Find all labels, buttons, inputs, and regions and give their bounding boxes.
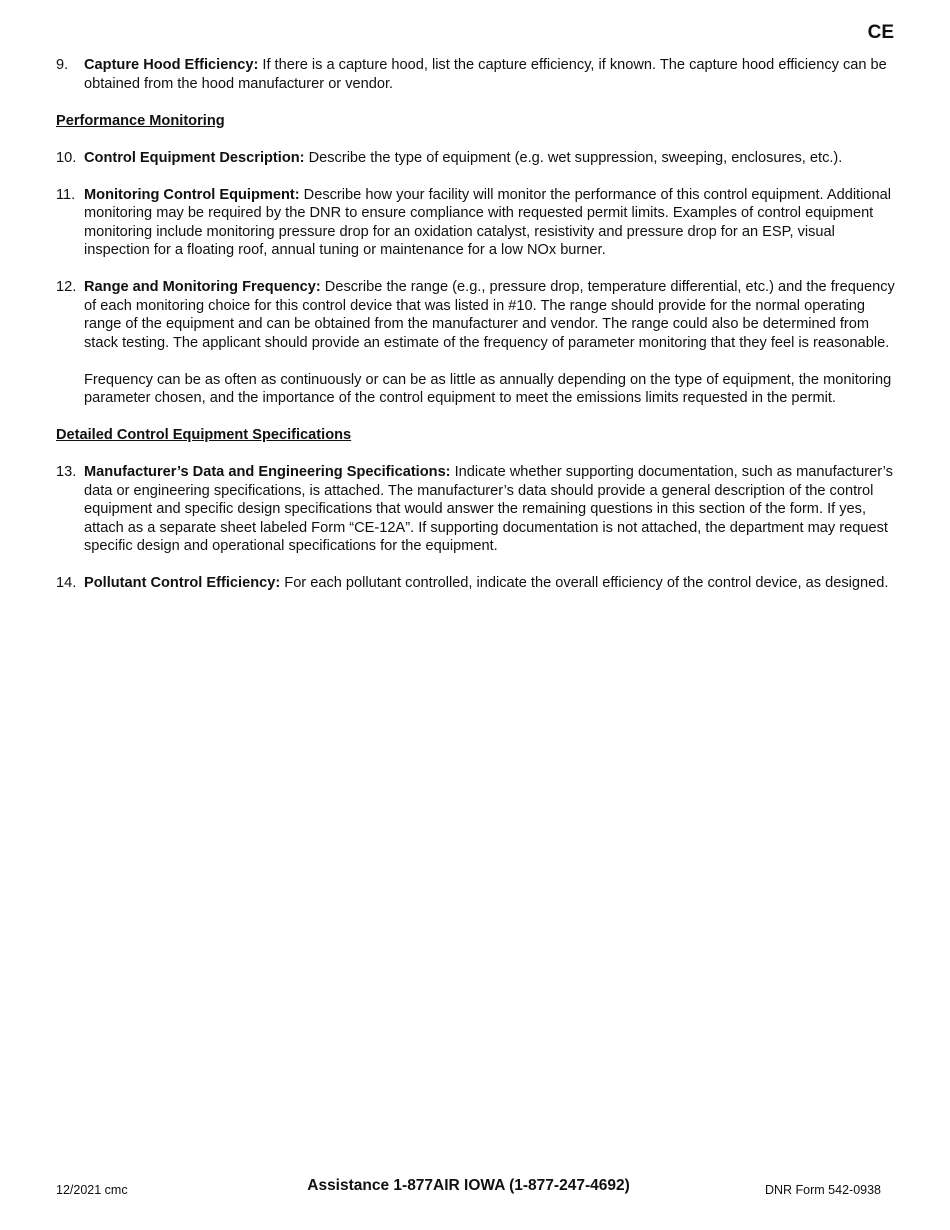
item-term: Manufacturer’s Data and Engineering Specifications: [84, 464, 451, 480]
item-term: Range and Monitoring Frequency: [84, 279, 321, 295]
section-heading-detailed-specifications: Detailed Control Equipment Specifications [56, 427, 352, 443]
item-term: Monitoring Control Equipment: [84, 186, 300, 203]
item-number: 12. [56, 279, 77, 295]
item-term: Pollutant Control Efficiency: [84, 575, 281, 591]
item-number: 11. [56, 186, 76, 203]
item-body [84, 463, 896, 556]
item-number: 14. [56, 575, 77, 591]
section-heading-performance-monitoring: Performance Monitoring [56, 112, 225, 129]
item-body [84, 278, 896, 408]
item-number: 10. [56, 149, 77, 166]
item-body [84, 56, 896, 93]
instruction-item-12 [56, 278, 896, 408]
item-text: Describe how your facility will monitor the performance of this control equipment. Additional monitoring may be required by the DNR to ensure compliance with requested permit limits. Examples of control equipment monitoring include monitoring pressure drop for an oxidation catalyst, resistivity and pressure drop for an ESP, visual inspection for a floating roof, annual tuning or maintenance for a low NOx burner. [84, 186, 891, 258]
item-body [84, 574, 896, 593]
item-paragraph-2: Frequency can be as often as continuously or can be as little as annually depending on the type of equipment, the monitoring parameter chosen, and the importance of the control equipment to meet the emissions limits requested in the permit. [84, 371, 892, 406]
instructions-content [56, 56, 896, 611]
item-text: Indicate whether supporting documentation, such as manufacturer’s data or engineering specifications, is attached. The manufacturer’s data should provide a general description of the control equipment and specific design specifications that would answer the remaining questions in this section of the form. If yes, attach as a separate sheet labeled Form “CE-12A”. If supporting documentation is not attached, the department may request specific design and operational specifications for the equipment. [84, 464, 893, 554]
item-body [84, 149, 896, 168]
instruction-item-9 [56, 56, 896, 93]
item-term: Control Equipment Description: [84, 149, 305, 166]
item-text: Describe the range (e.g., pressure drop, temperature differential, etc.) and the frequency of each monitoring choice for this control device that was listed in #10. The range should provide for the normal operating range of the equipment and can be obtained from the manufacturer and vendor. The range could also be determined from stack testing. The applicant should provide an estimate of the frequency of parameter monitoring that they feel is reasonable. [84, 279, 895, 351]
form-code: CE [867, 22, 894, 43]
instruction-item-13 [56, 463, 896, 556]
footer-form-number: DNR Form 542-0938 [764, 1183, 881, 1197]
item-term: Capture Hood Efficiency: [84, 57, 259, 73]
instruction-item-11 [56, 186, 896, 260]
footer-assistance: Assistance 1-877AIR IOWA (1-877-247-4692) [307, 1177, 630, 1194]
instruction-item-10 [56, 149, 896, 168]
page-footer [56, 1176, 881, 1198]
item-text: For each pollutant controlled, indicate the overall efficiency of the control device, as designed. [280, 575, 889, 591]
instruction-item-14 [56, 574, 896, 593]
item-text: If there is a capture hood, list the capture efficiency, if known. The capture hood efficiency can be obtained from the hood manufacturer or vendor. [84, 57, 887, 92]
item-text: Describe the type of equipment (e.g. wet suppression, sweeping, enclosures, etc.). [304, 149, 843, 166]
item-number: 13. [56, 464, 77, 480]
item-body [84, 186, 896, 260]
footer-date: 12/2021 cmc [56, 1183, 128, 1197]
item-number: 9. [56, 57, 69, 73]
